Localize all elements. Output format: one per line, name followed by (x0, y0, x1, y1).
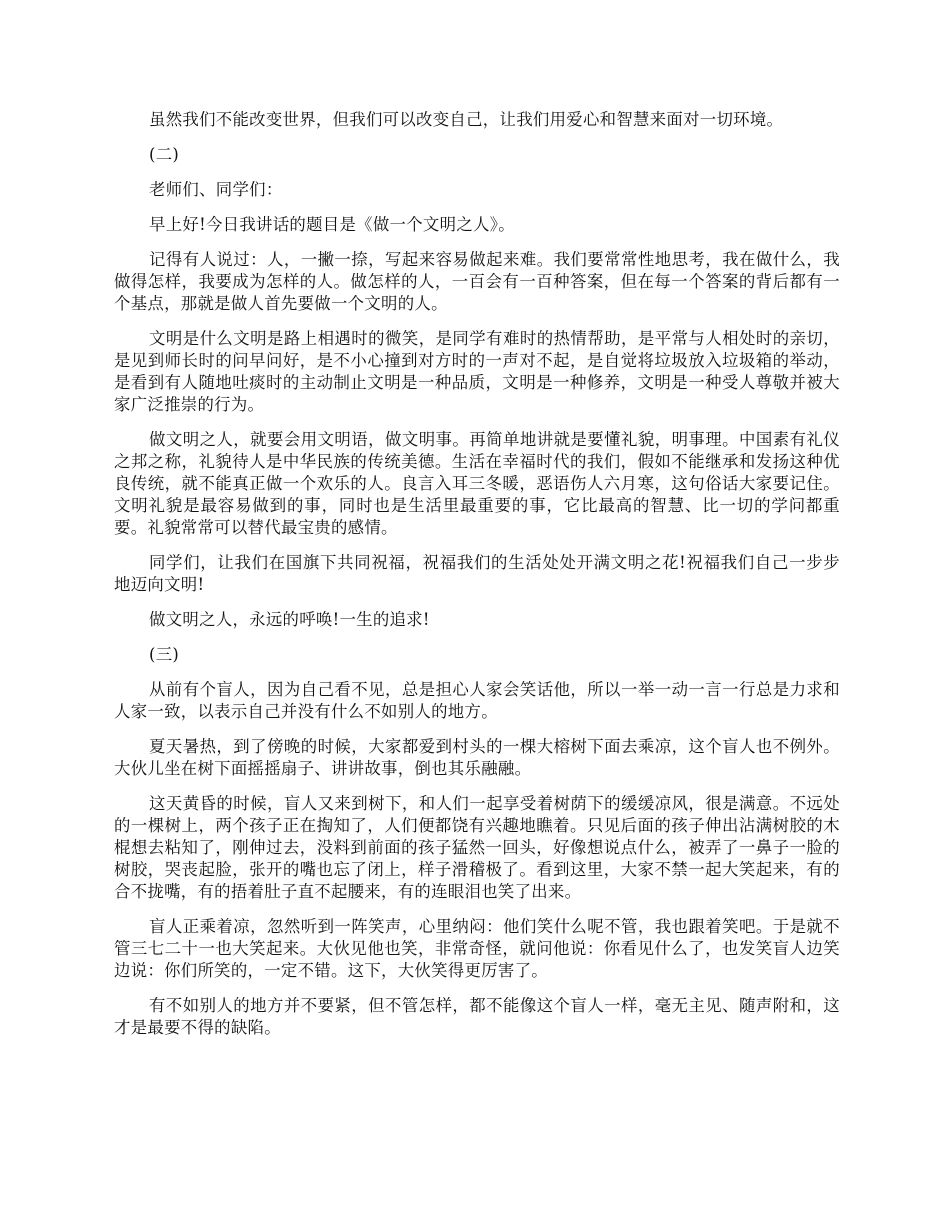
paragraph: 早上好!今日我讲话的题目是《做一个文明之人》。 (149, 215, 515, 234)
paragraph: 虽然我们不能改变世界，但我们可以改变自己，让我们用爱心和智慧来面对一切环境。 (149, 110, 784, 129)
paragraph: 做文明之人，就要会用文明语，做文明事。再简单地讲就是要懂礼貌，明事理。中国素有礼仪之邦之称，礼貌待人是中华民族的传统美德。生活在幸福时代的我们，假如不能继承和发扬这种优良传统，就不能真正做一个欢乐的人。良言入耳三冬暖，恶语伤人六月寒，这句俗话大家要记住。文明礼貌是最容易做到的事，同时也是生活里最重要的事，它比最高的智慧、比一切的学问都重要。礼貌常常可以替代最宝贵的感情。 (114, 430, 840, 537)
paragraph: 同学们，让我们在国旗下共同祝福，祝福我们的生活处处开满文明之花!祝福我们自己一步步地迈向文明! (114, 553, 840, 594)
paragraph: 文明是什么文明是路上相遇时的微笑，是同学有难时的热情帮助，是平常与人相处时的亲切，是见到师长时的问早问好，是不小心撞到对方时的一声对不起，是自觉将垃圾放入垃圾箱的举动，是看到有人随地吐痰时的主动制止文明是一种品质，文明是一种修养，文明是一种受人尊敬并被大家广泛推崇的行为。 (114, 329, 840, 414)
paragraph: 记得有人说过：人，一撇一捺，写起来容易做起来难。我们要常常性地思考，我在做什么，我做得怎样，我要成为怎样的人。做怎样的人，一百会有一百种答案，但在每一个答案的背后都有一个基点，那就是做人首先要做一个文明的人。 (114, 250, 840, 313)
paragraph: 有不如别人的地方并不要紧，但不管怎样，都不能像这个盲人一样，毫无主见、随声附和，这才是最要不得的缺陷。 (114, 996, 840, 1037)
section-number: (三) (149, 645, 180, 664)
paragraph: 盲人正乘着凉，忽然听到一阵笑声，心里纳闷：他们笑什么呢不管，我也跟着笑吧。于是就不管三七二十一也大笑起来。大伙见他也笑，非常奇怪，就问他说：你看见什么了，也发笑盲人边笑边说：你们所笑的，一定不错。这下，大伙笑得更厉害了。 (114, 917, 840, 980)
paragraph: 从前有个盲人，因为自己看不见，总是担心人家会笑话他，所以一举一动一言一行总是力求和人家一致，以表示自己并没有什么不如别人的地方。 (114, 680, 840, 721)
paragraph: 做文明之人，永远的呼唤!一生的追求! (149, 610, 430, 629)
section-number: (二) (149, 145, 180, 164)
paragraph: 夏天暑热，到了傍晚的时候，大家都爱到村头的一棵大榕树下面去乘凉，这个盲人也不例外。大伙儿坐在树下面摇摇扇子、讲讲故事，倒也其乐融融。 (114, 737, 840, 778)
paragraph: 这天黄昏的时候，盲人又来到树下，和人们一起享受着树荫下的缓缓凉风，很是满意。不远处的一棵树上，两个孩子正在掏知了，人们便都饶有兴趣地瞧着。只见后面的孩子伸出沾满树胶的木棍想去粘知了，刚伸过去，没料到前面的孩子猛然一回头，好像想说点什么，被弄了一鼻子一脸的树胶，哭丧起脸，张开的嘴也忘了闭上，样子滑稽极了。看到这里，大家不禁一起大笑起来，有的合不拢嘴，有的捂着肚子直不起腰来，有的连眼泪也笑了出来。 (114, 794, 840, 901)
salutation: 老师们、同学们： (149, 180, 283, 199)
document-body (114, 109, 840, 1052)
